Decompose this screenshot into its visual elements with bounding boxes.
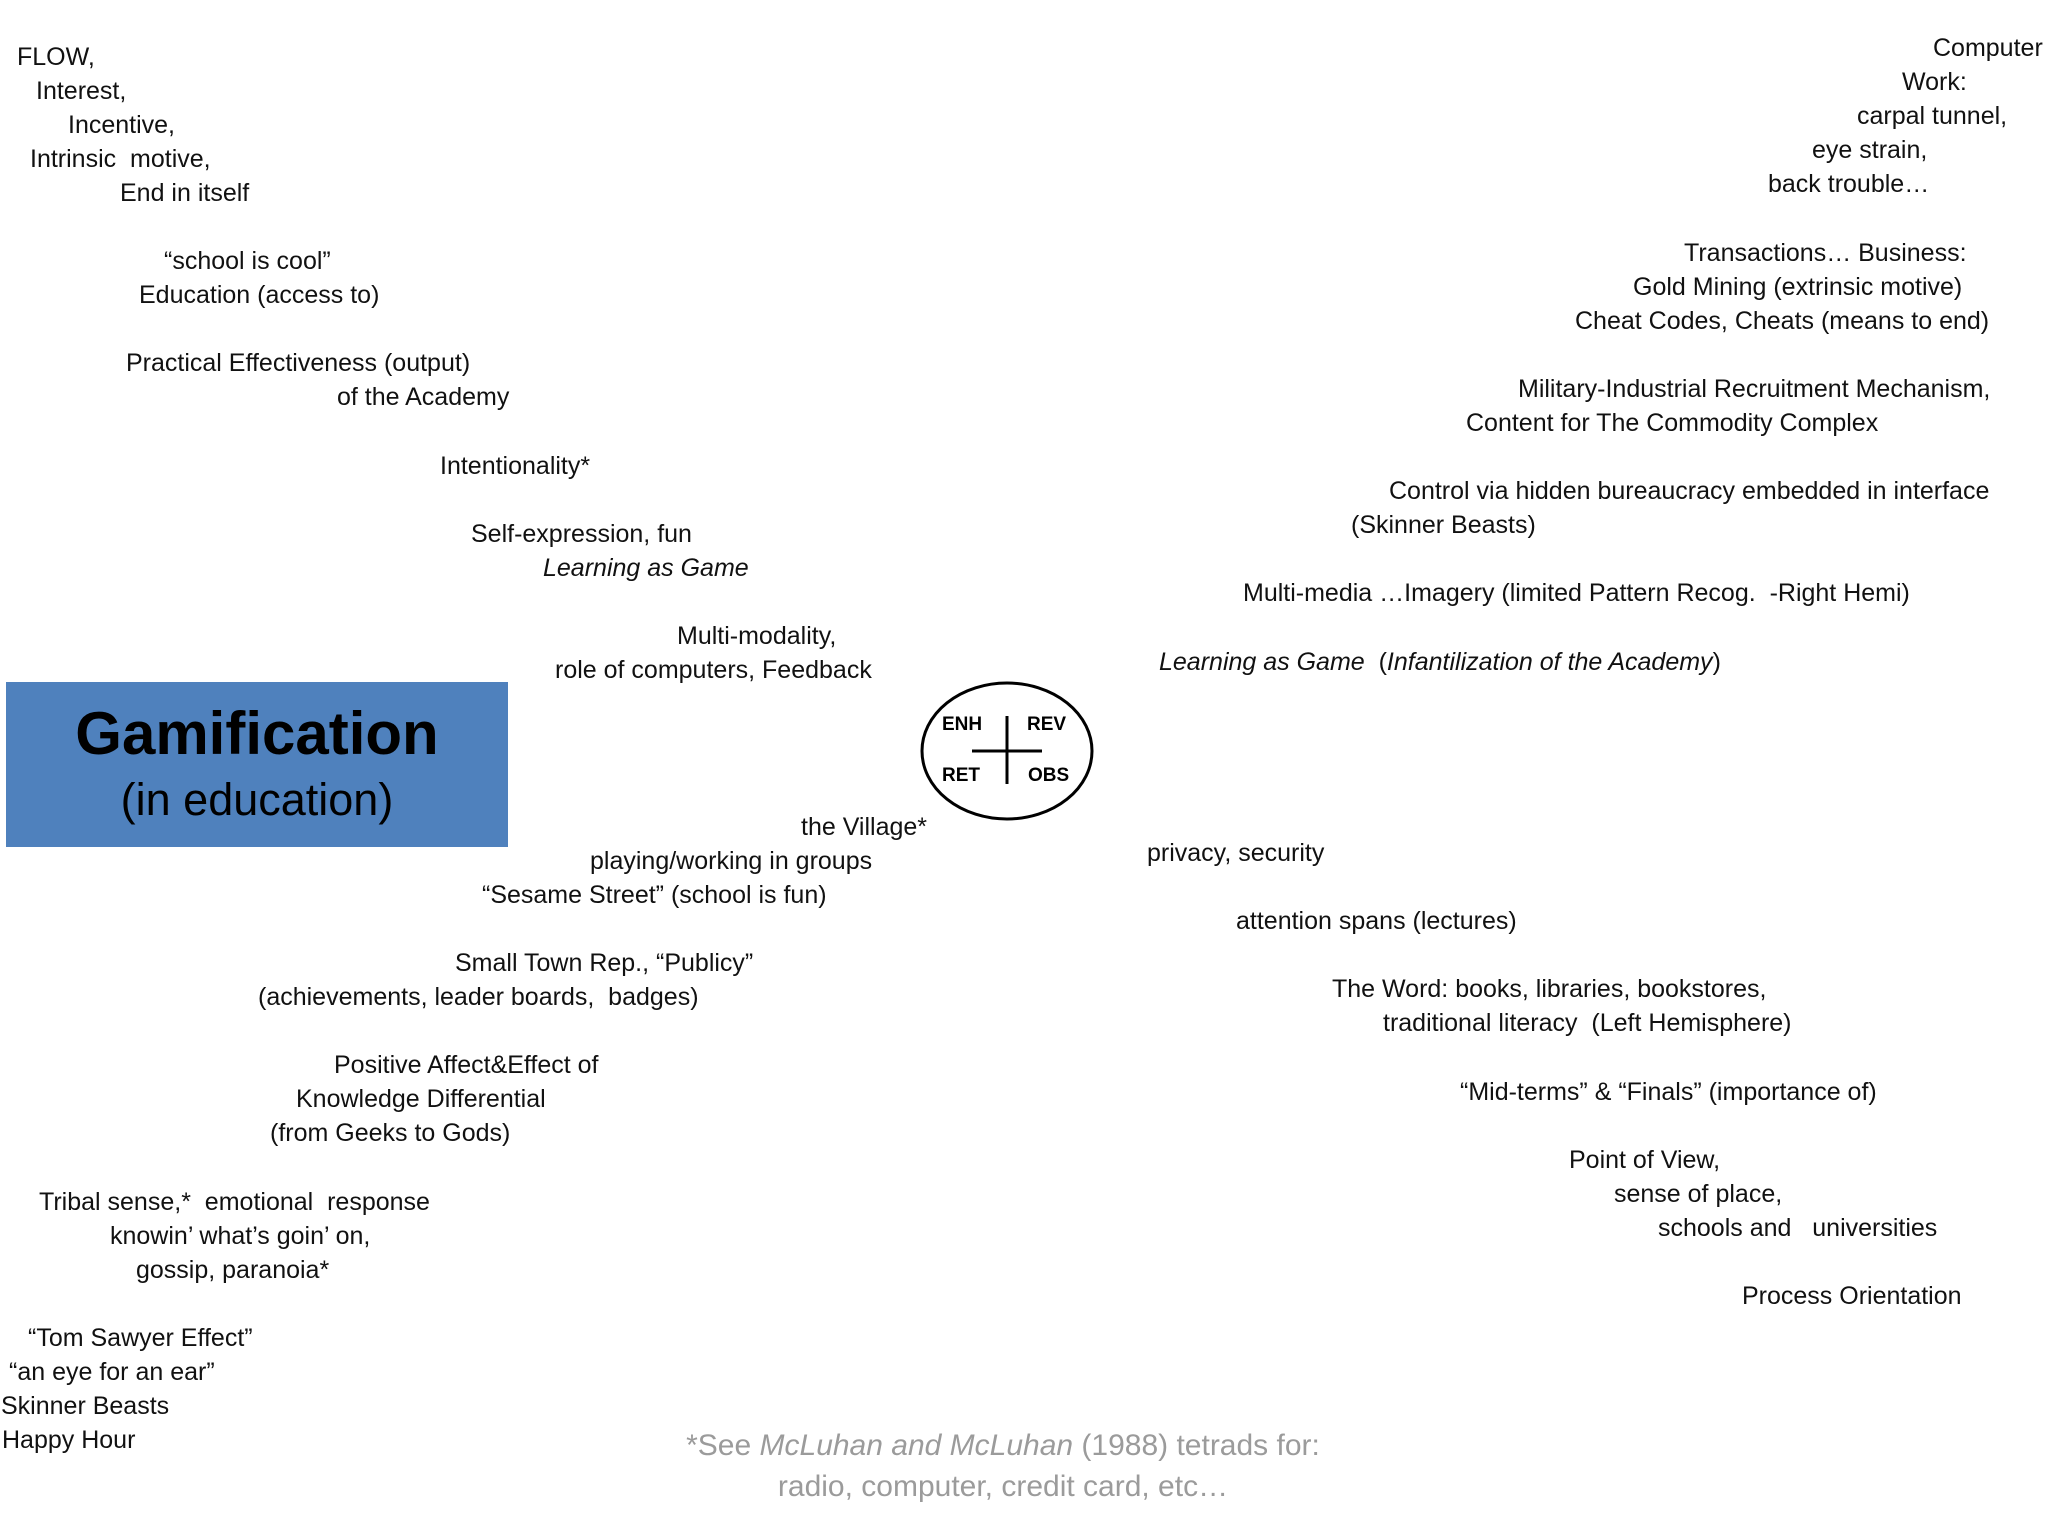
note-end-in-itself: End in itself: [120, 179, 250, 207]
note-carpal-tunnel: carpal tunnel,: [1857, 102, 2008, 130]
note-education-access: Education (access to): [139, 281, 380, 309]
note-attention-spans: attention spans (lectures): [1236, 907, 1517, 935]
title-box: [6, 682, 508, 847]
note-midterms-finals: “Mid-terms” & “Finals” (importance of): [1460, 1078, 1877, 1106]
note-eye-for-ear: “an eye for an ear”: [9, 1358, 215, 1386]
footnote-line-2: radio, computer, credit card, etc…: [777, 1470, 1229, 1503]
note-of-the-academy: of the Academy: [337, 383, 510, 411]
note-interest: Interest,: [36, 77, 127, 105]
note-point-of-view: Point of View,: [1569, 1146, 1721, 1174]
note-privacy-security: privacy, security: [1147, 839, 1325, 867]
note-tom-sawyer: “Tom Sawyer Effect”: [28, 1324, 253, 1352]
note-knowledge-differential: Knowledge Differential: [296, 1085, 546, 1113]
note-happy-hour: Happy Hour: [2, 1426, 136, 1454]
note-sense-of-place: sense of place,: [1614, 1180, 1783, 1208]
diagram-subtitle: (in education): [120, 774, 394, 825]
note-intrinsic-motive: Intrinsic motive,: [30, 145, 211, 173]
note-multi-modality: Multi-modality,: [677, 622, 837, 650]
diagram-title: Gamification: [75, 700, 439, 767]
note-flow: FLOW,: [17, 43, 95, 71]
note-incentive: Incentive,: [68, 111, 176, 139]
tetrad-enhance-label: ENH: [942, 714, 983, 735]
note-eye-strain: eye strain,: [1812, 136, 1928, 164]
note-cheat-codes: Cheat Codes, Cheats (means to end): [1575, 307, 1990, 335]
note-achievements: (achievements, leader boards, badges): [258, 983, 699, 1011]
note-military-industrial: Military-Industrial Recruitment Mechanism,: [1518, 375, 1991, 403]
note-computer: Computer: [1933, 34, 2043, 62]
note-gold-mining: Gold Mining (extrinsic motive): [1633, 273, 1963, 301]
note-intentionality: Intentionality*: [440, 452, 591, 480]
tetrad-reverse-label: REV: [1027, 714, 1067, 735]
note-practical-effectiveness: Practical Effectiveness (output): [126, 349, 471, 377]
note-transactions: Transactions… Business:: [1684, 239, 1967, 267]
note-back-trouble: back trouble…: [1768, 170, 1930, 198]
note-skinner-beasts-right: (Skinner Beasts): [1351, 511, 1536, 539]
note-control-bureaucracy: Control via hidden bureaucracy embedded in interface: [1389, 477, 1990, 505]
note-learning-as-game: Learning as Game: [543, 554, 749, 582]
note-knowin: knowin’ what’s goin’ on,: [110, 1222, 371, 1250]
note-the-word: The Word: books, libraries, bookstores,: [1332, 975, 1767, 1003]
note-work: Work:: [1902, 68, 1967, 96]
note-commodity-complex: Content for The Commodity Complex: [1466, 409, 1879, 437]
note-infantilization: Learning as Game (Infantilization of the Academy): [1159, 648, 1721, 676]
footnote-line-1: *See McLuhan and McLuhan (1988) tetrads for:: [686, 1429, 1320, 1462]
note-positive-affect: Positive Affect&Effect of: [334, 1051, 599, 1079]
note-tribal-sense: Tribal sense,* emotional response: [39, 1188, 430, 1216]
note-small-town-rep: Small Town Rep., “Publicy”: [455, 949, 754, 977]
note-multi-media: Multi-media …Imagery (limited Pattern Recog. -Right Hemi): [1243, 579, 1910, 607]
note-school-is-cool: “school is cool”: [164, 247, 331, 275]
note-skinner-beasts: Skinner Beasts: [1, 1392, 170, 1420]
tetrad-retrieve-label: RET: [942, 765, 980, 786]
tetrad-symbol: [920, 681, 1094, 821]
note-gossip-paranoia: gossip, paranoia*: [136, 1256, 330, 1284]
tetrad-obsolesce-label: OBS: [1028, 765, 1070, 786]
note-process-orientation: Process Orientation: [1742, 1282, 1962, 1310]
note-self-expression: Self-expression, fun: [471, 520, 692, 548]
note-playing-working-groups: playing/working in groups: [590, 847, 873, 875]
note-traditional-literacy: traditional literacy (Left Hemisphere): [1383, 1009, 1792, 1037]
tetrad-ellipse-icon: [920, 681, 1094, 821]
note-geeks-to-gods: (from Geeks to Gods): [270, 1119, 511, 1147]
note-role-of-computers: role of computers, Feedback: [555, 656, 872, 684]
note-schools-universities: schools and universities: [1658, 1214, 1938, 1242]
note-sesame-street: “Sesame Street” (school is fun): [482, 881, 827, 909]
note-the-village: the Village*: [801, 813, 928, 841]
